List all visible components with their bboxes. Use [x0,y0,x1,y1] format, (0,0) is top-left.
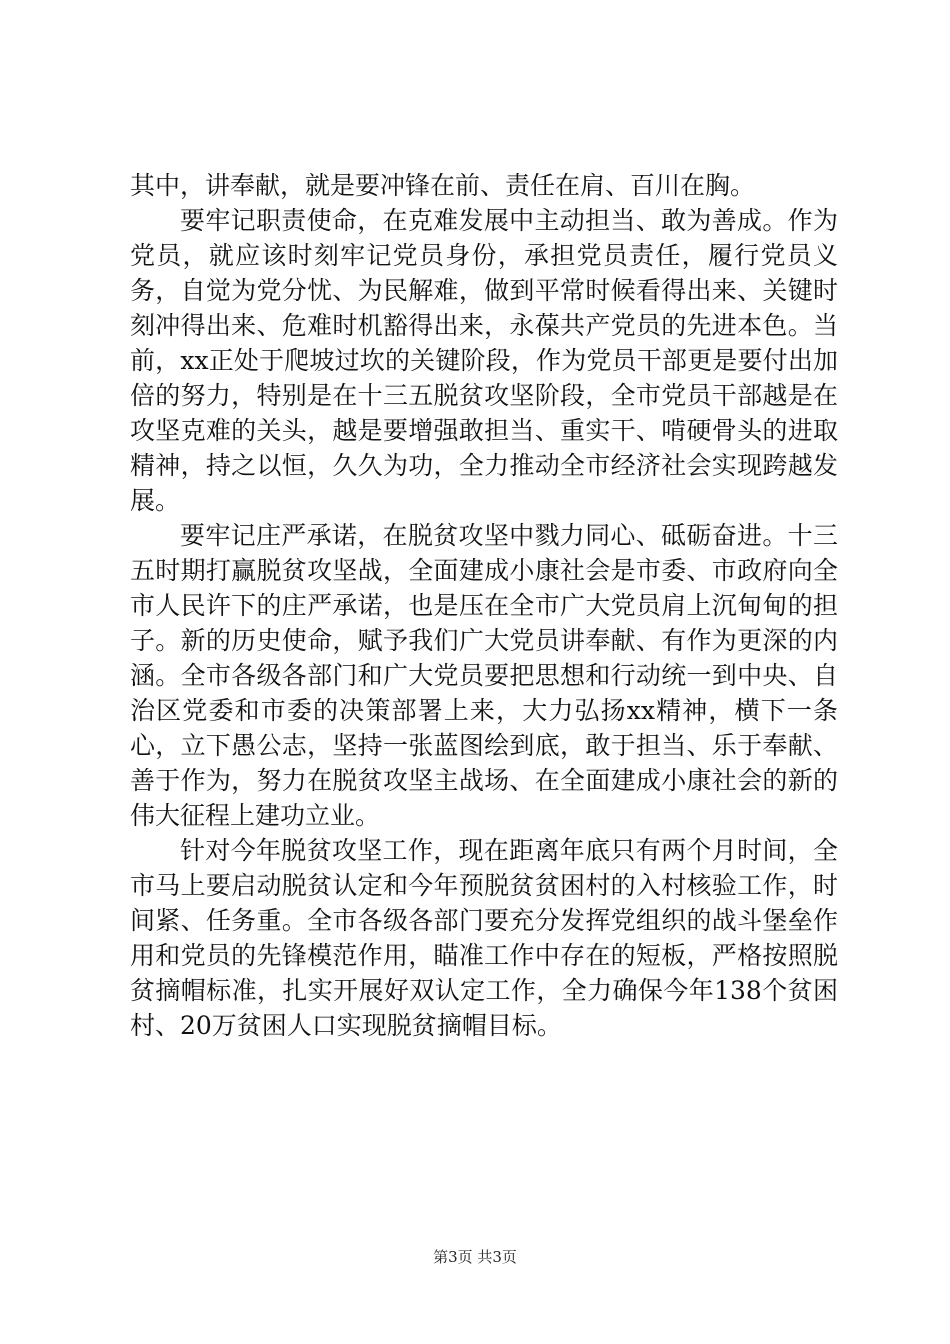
paragraph-mission: 要牢记职责使命，在克难发展中主动担当、敢为善成。作为党员，就应该时刻牢记党员身份，承担党员责任，履行党员义务，自觉为党分忧、为民解难，做到平常时候看得出来、关键时刻冲得出来、危难时机豁得出来，永葆共产党员的先进本色。当前，xx正处于爬坡过坎的关键阶段，作为党员干部更是要付出加倍的努力，特别是在十三五脱贫攻坚阶段，全市党员干部越是在攻坚克难的关头，越是要增强敢担当、重实干、啃硬骨头的进取精神，持之以恒，久久为功，全力推动全市经济社会实现跨越发展。 [130,206,838,515]
paragraph-commitment: 要牢记庄严承诺，在脱贫攻坚中戮力同心、砥砺奋进。十三五时期打赢脱贫攻坚战，全面建成小康社会是市委、市政府向全市人民许下的庄严承诺，也是压在全市广大党员肩上沉甸甸的担子。新的历史使命，赋予我们广大党员讲奉献、有作为更深的内涵。全市各级各部门和广大党员要把思想和行动统一到中央、自治区党委和市委的决策部署上来，大力弘扬xx精神，横下一条心，立下愚公志，坚持一张蓝图绘到底，敢于担当、乐于奉献、善于作为，努力在脱贫攻坚主战场、在全面建成小康社会的新的伟大征程上建功立业。 [130,521,838,830]
paragraph-poverty-work: 针对今年脱贫攻坚工作，现在距离年底只有两个月时间，全市马上要启动脱贫认定和今年预脱贫贫困村的入村核验工作，时间紧、任务重。全市各级各部门要充分发挥党组织的战斗堡垒作用和党员的先锋模范作用，瞄准工作中存在的短板，严格按照脱贫摘帽标准，扎实开展好双认定工作，全力确保今年138个贫困村、20万贫困人口实现脱贫摘帽目标。 [130,836,838,1040]
document-body [130,168,838,1043]
page-footer: 第3页 共3页 [433,1248,517,1266]
paragraph-continuation: 其中，讲奉献，就是要冲锋在前、责任在肩、百川在胸。 [130,171,756,200]
